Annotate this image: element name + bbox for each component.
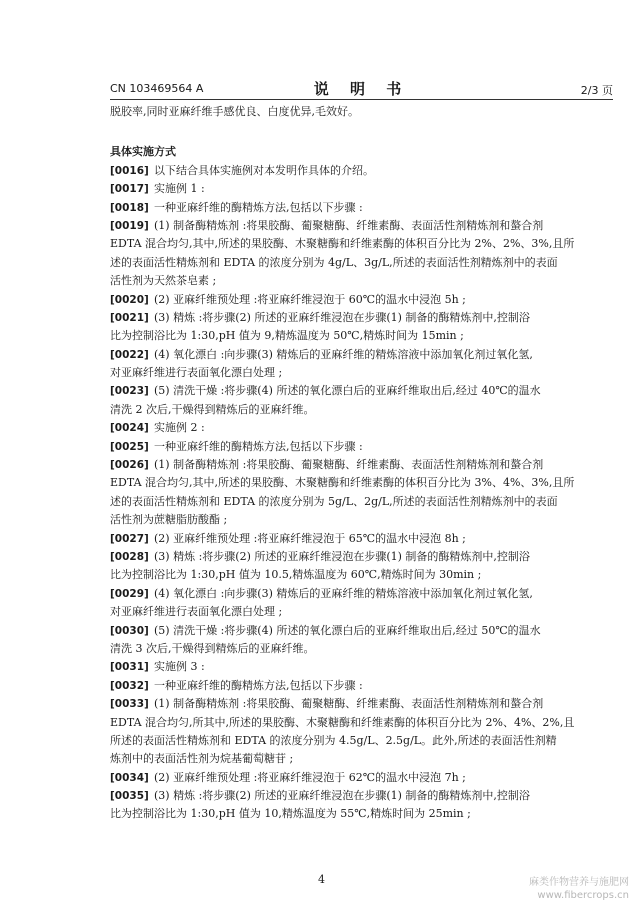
paragraph-continuation-line: 活性剂为天然茶皂素 ;	[110, 274, 217, 288]
paragraph-number: [0033]	[110, 698, 149, 711]
paragraph-continuation-line: 述的表面活性精炼剂和 EDTA 的浓度分别为 5g/L、2g/L,所述的表面活性剂精炼剂中的表面	[110, 494, 558, 508]
paragraph-number: [0017]	[110, 183, 149, 196]
paragraph-text: 一种亚麻纤维的酶精炼方法,包括以下步骤 :	[154, 439, 363, 453]
paragraph-first-line	[110, 622, 610, 640]
paragraph-text: (3) 精炼 :将步骤(2) 所述的亚麻纤维浸泡在步骤(1) 制备的酶精炼剂中,控制浴	[154, 310, 530, 324]
paragraph	[110, 199, 610, 217]
publication-number: CN 103469564 A	[110, 82, 204, 95]
paragraph-continuation-line: 比为控制浴比为 1:30,pH 值为 10,精炼温度为 55℃,精炼时间为 25min ;	[110, 807, 471, 821]
paragraph	[110, 585, 610, 622]
header-rule	[110, 99, 613, 100]
paragraph	[110, 769, 610, 787]
paragraph-list	[110, 162, 610, 824]
paragraph	[110, 695, 610, 769]
paragraph-text: (2) 亚麻纤维预处理 :将亚麻纤维浸泡于 60℃的温水中浸泡 5h ;	[154, 292, 466, 306]
paragraph-first-line	[110, 346, 610, 364]
paragraph-continuation-line: 炼剂中的表面活性剂为烷基葡萄糖苷 ;	[110, 752, 294, 766]
paragraph	[110, 530, 610, 548]
paragraph-continuation-line: 述的表面活性精炼剂和 EDTA 的浓度分别为 4g/L、3g/L,所述的表面活性剂精炼剂中的表面	[110, 255, 558, 269]
paragraph	[110, 309, 610, 346]
paragraph-first-line	[110, 438, 610, 456]
paragraph-continuation-line: 清洗 3 次后,干燥得到精炼后的亚麻纤维。	[110, 641, 315, 655]
paragraph-first-line	[110, 309, 610, 327]
paragraph-text: (1) 制备酶精炼剂 :将果胶酶、葡聚糖酶、纤维素酶、表面活性剂精炼剂和螯合剂	[154, 458, 544, 472]
paragraph-first-line	[110, 695, 610, 713]
paragraph-continuation-line: EDTA 混合均匀,其中,所述的果胶酶、木聚糖酶和纤维素酶的体积百分比为 3%、4%、3%,且所	[110, 476, 575, 490]
paragraph-text: (5) 清洗干燥 :将步骤(4) 所述的氧化漂白后的亚麻纤维取出后,经过 40℃的温水	[154, 384, 541, 398]
paragraph-number: [0018]	[110, 201, 149, 214]
paragraph-number: [0016]	[110, 164, 149, 177]
paragraph-continuation-line: 清洗 2 次后,干燥得到精炼后的亚麻纤维。	[110, 402, 315, 416]
paragraph-number: [0025]	[110, 440, 149, 453]
paragraph-continuation-line: EDTA 混合均匀,其中,所述的果胶酶、木聚糖酶和纤维素酶的体积百分比为 2%、2%、3%,且所	[110, 237, 575, 251]
paragraph	[110, 382, 610, 419]
paragraph-continuation-line: 活性剂为蔗糖脂肪酸酯 ;	[110, 513, 228, 527]
paragraph	[110, 548, 610, 585]
paragraph-text: (3) 精炼 :将步骤(2) 所述的亚麻纤维浸泡在步骤(1) 制备的酶精炼剂中,控制浴	[154, 789, 530, 803]
paragraph-text: (1) 制备酶精炼剂 :将果胶酶、葡聚糖酶、纤维素酶、表面活性剂精炼剂和螯合剂	[154, 218, 544, 232]
paragraph-number: [0022]	[110, 348, 149, 361]
paragraph	[110, 346, 610, 383]
paragraph-number: [0026]	[110, 459, 149, 472]
intro-line: 脱胶率,同时亚麻纤维手感优良、白度优异,毛效好。	[110, 105, 359, 118]
paragraph-number: [0032]	[110, 679, 149, 692]
paragraph-number: [0028]	[110, 550, 149, 563]
paragraph	[110, 162, 610, 180]
paragraph-first-line	[110, 677, 610, 695]
paragraph-text: 实施例 3 :	[154, 660, 205, 674]
paragraph-text: (4) 氧化漂白 :向步骤(3) 精炼后的亚麻纤维的精炼溶液中添加氧化剂过氧化氢,	[154, 586, 533, 600]
paragraph-text: 实施例 2 :	[154, 421, 205, 435]
document-body	[110, 103, 610, 824]
watermark	[529, 876, 629, 902]
paragraph	[110, 622, 610, 659]
paragraph-text: 一种亚麻纤维的酶精炼方法,包括以下步骤 :	[154, 678, 363, 692]
watermark-url: www.fibercrops.cn	[537, 890, 629, 901]
paragraph-first-line	[110, 585, 610, 603]
paragraph	[110, 456, 610, 530]
page-header	[110, 78, 613, 98]
paragraph	[110, 787, 610, 824]
paragraph	[110, 677, 610, 695]
document-title: 说 明 书	[313, 80, 410, 98]
paragraph-number: [0027]	[110, 532, 149, 545]
watermark-site-name: 麻类作物营养与施肥网	[529, 877, 629, 888]
paragraph-first-line	[110, 787, 610, 805]
paragraph	[110, 419, 610, 437]
paragraph-text: 以下结合具体实施例对本发明作具体的介绍。	[154, 163, 374, 177]
paragraph-first-line	[110, 291, 610, 309]
section-title: 具体实施方式	[110, 145, 176, 159]
paragraph-first-line	[110, 217, 610, 235]
paragraph-continuation-line: 所述的表面活性精炼剂和 EDTA 的浓度分别为 4.5g/L、2.5g/L。此外,所述的表面活性剂精	[110, 733, 557, 747]
paragraph-first-line	[110, 530, 610, 548]
paragraph-continuation-line: EDTA 混合均匀,所其中,所述的果胶酶、木聚糖酶和纤维素酶的体积百分比为 2%、4%、2%,且	[110, 715, 575, 729]
paragraph	[110, 438, 610, 456]
paragraph-number: [0031]	[110, 661, 149, 674]
paragraph-first-line	[110, 180, 610, 198]
paragraph-number: [0030]	[110, 624, 149, 637]
paragraph-number: [0020]	[110, 293, 149, 306]
page-number: 4	[318, 873, 325, 886]
paragraph-text: (1) 制备酶精炼剂 :将果胶酶、葡聚糖酶、纤维素酶、表面活性剂精炼剂和螯合剂	[154, 697, 544, 711]
paragraph-number: [0019]	[110, 219, 149, 232]
paragraph-number: [0029]	[110, 587, 149, 600]
paragraph-text: 一种亚麻纤维的酶精炼方法,包括以下步骤 :	[154, 200, 363, 214]
paragraph-first-line	[110, 548, 610, 566]
paragraph-first-line	[110, 456, 610, 474]
paragraph-text: (5) 清洗干燥 :将步骤(4) 所述的氧化漂白后的亚麻纤维取出后,经过 50℃的温水	[154, 623, 541, 637]
paragraph-first-line	[110, 419, 610, 437]
paragraph-number: [0024]	[110, 422, 149, 435]
paragraph	[110, 180, 610, 198]
paragraph-text: (2) 亚麻纤维预处理 :将亚麻纤维浸泡于 65℃的温水中浸泡 8h ;	[154, 531, 466, 545]
paragraph-number: [0023]	[110, 385, 149, 398]
paragraph-continuation-line: 对亚麻纤维进行表面氧化漂白处理 ;	[110, 366, 283, 380]
paragraph-number: [0021]	[110, 311, 149, 324]
paragraph-text: (2) 亚麻纤维预处理 :将亚麻纤维浸泡于 62℃的温水中浸泡 7h ;	[154, 770, 466, 784]
paragraph-first-line	[110, 162, 610, 180]
paragraph-continuation-line: 比为控制浴比为 1:30,pH 值为 9,精炼温度为 50℃,精炼时间为 15min ;	[110, 329, 464, 343]
paragraph-first-line	[110, 769, 610, 787]
paragraph-text: (3) 精炼 :将步骤(2) 所述的亚麻纤维浸泡在步骤(1) 制备的酶精炼剂中,控制浴	[154, 549, 530, 563]
paragraph-first-line	[110, 658, 610, 676]
paragraph-number: [0035]	[110, 790, 149, 803]
paragraph-number: [0034]	[110, 771, 149, 784]
paragraph	[110, 658, 610, 676]
paragraph-first-line	[110, 382, 610, 400]
paragraph	[110, 217, 610, 291]
paragraph-continuation-line: 比为控制浴比为 1:30,pH 值为 10.5,精炼温度为 60℃,精炼时间为 30min ;	[110, 568, 482, 582]
paragraph-text: (4) 氧化漂白 :向步骤(3) 精炼后的亚麻纤维的精炼溶液中添加氧化剂过氧化氢,	[154, 347, 533, 361]
paragraph-continuation-line: 对亚麻纤维进行表面氧化漂白处理 ;	[110, 605, 283, 619]
paragraph-text: 实施例 1 :	[154, 182, 205, 196]
page-info: 2/3 页	[580, 84, 613, 97]
paragraph	[110, 291, 610, 309]
paragraph-first-line	[110, 199, 610, 217]
